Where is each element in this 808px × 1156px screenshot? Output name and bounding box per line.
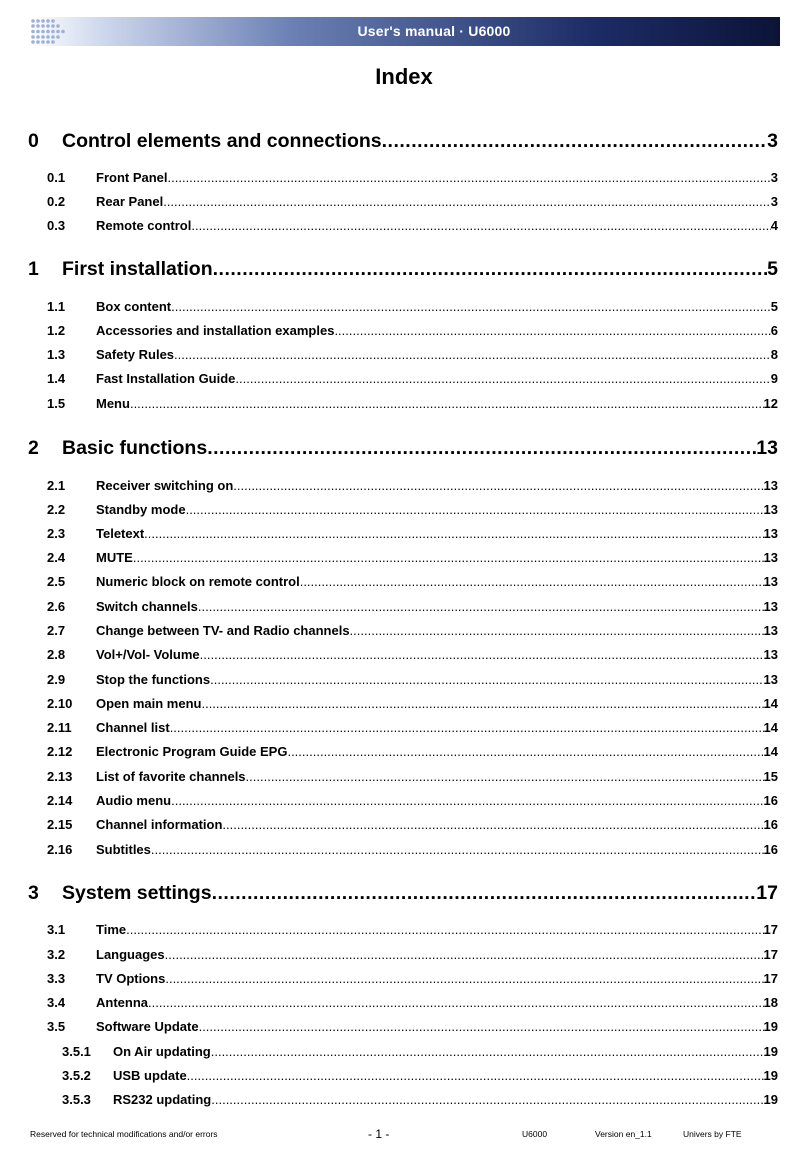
toc-entry-number: 2.7 [47,623,66,638]
toc-entry-title: Vol+/Vol- Volume [96,647,200,662]
toc-section-entry[interactable] [28,947,778,962]
toc-entry-title: Time [96,922,127,937]
toc-entry-number: 2.2 [47,502,66,517]
toc-section-entry[interactable] [28,299,778,314]
toc-entry-page: 14 [763,696,778,711]
toc-dot-leader [210,672,763,687]
footer-brand: Univers by FTE [683,1129,742,1139]
page-footer [28,1127,780,1143]
toc-dot-leader [174,347,771,362]
toc-entry-title: TV Options [96,971,166,986]
toc-section-entry[interactable] [28,550,778,565]
toc-entry-title: RS232 updating [113,1092,212,1107]
toc-entry-title: Software Update [96,1019,199,1034]
toc-entry-number: 2.10 [47,696,73,711]
footer-disclaimer: Reserved for technical modifications and/or errors [30,1129,218,1139]
toc-entry-number: 2.13 [47,769,73,784]
toc-entry-number: 2.15 [47,817,73,832]
toc-entry-title: Teletext [96,526,145,541]
toc-entry-page: 13 [763,574,778,589]
toc-entry-number: 2.12 [47,744,73,759]
toc-entry-title: Channel information [96,817,223,832]
toc-dot-leader [187,1068,764,1083]
toc-entry-page: 3 [770,194,778,209]
toc-dot-leader [170,720,764,735]
toc-entry-title: Subtitles [96,842,151,857]
toc-entry-title: Menu [96,396,130,411]
toc-dot-leader [211,1044,764,1059]
toc-section-entry[interactable] [28,396,778,411]
toc-dot-leader [144,526,763,541]
toc-entry-page: 19 [763,1068,778,1083]
toc-entry-title: Switch channels [96,599,198,614]
footer-model: U6000 [522,1129,548,1139]
toc-entry-page: 17 [763,971,778,986]
toc-section-entry[interactable] [28,347,778,362]
toc-section-entry[interactable] [28,1019,778,1034]
toc-entry-page: 13 [763,550,778,565]
toc-subsection-entry[interactable] [28,1092,778,1107]
toc-entry-number: 2.4 [47,550,66,565]
toc-entry-page: 16 [763,817,778,832]
toc-dot-leader [382,130,768,153]
toc-dot-leader [163,194,771,209]
toc-section-entry[interactable] [28,526,778,541]
toc-entry-page: 4 [770,218,778,233]
toc-entry-title: System settings [62,882,212,904]
toc-entry-number: 3.5.3 [62,1092,91,1107]
toc-entry-title: Languages [96,947,165,962]
toc-entry-number: 1.4 [47,371,66,386]
toc-entry-page: 15 [763,769,778,784]
toc-dot-leader [130,396,764,411]
toc-entry-page: 13 [763,647,778,662]
toc-dot-leader [207,437,756,460]
toc-entry-page: 5 [767,258,778,280]
toc-entry-number: 3.5.2 [62,1068,91,1083]
toc-entry-title: USB update [113,1068,187,1083]
toc-dot-leader [212,882,757,905]
toc-entry-title: First installation [62,258,213,280]
toc-entry-title: Numeric block on remote control [96,574,300,589]
toc-section-entry[interactable] [28,194,778,209]
toc-section-entry[interactable] [28,744,778,759]
toc-entry-title: Basic functions [62,437,208,459]
toc-entry-title: Channel list [96,720,170,735]
toc-entry-page: 13 [756,437,778,459]
toc-entry-page: 3 [770,170,778,185]
toc-dot-leader [246,769,764,784]
toc-entry-title: Safety Rules [96,347,175,362]
toc-subsection-entry[interactable] [28,1068,778,1083]
toc-entry-title: Standby mode [96,502,186,517]
toc-entry-page: 9 [770,371,778,386]
toc-entry-page: 17 [763,922,778,937]
toc-entry-title: Remote control [96,218,192,233]
toc-entry-number: 1.1 [47,299,66,314]
toc-dot-leader [233,478,763,493]
toc-entry-title: Audio menu [96,793,172,808]
toc-entry-title: Front Panel [96,170,168,185]
toc-entry-number: 2 [28,437,39,459]
toc-dot-leader [300,574,764,589]
toc-dot-leader [222,817,763,832]
toc-entry-number: 2.9 [47,672,66,687]
toc-section-entry[interactable] [28,971,778,986]
toc-entry-number: 3.5 [47,1019,66,1034]
toc-entry-page: 16 [763,842,778,857]
toc-entry-title: On Air updating [113,1044,211,1059]
toc-section-entry[interactable] [28,922,778,937]
toc-entry-number: 3.1 [47,922,66,937]
toc-entry-number: 3.2 [47,947,66,962]
page-title: Index [375,64,433,89]
toc-entry-number: 2.6 [47,599,66,614]
toc-dot-leader [171,793,763,808]
toc-entry-number: 1.5 [47,396,66,411]
toc-entry-title: Control elements and connections [62,130,382,152]
toc-section-entry[interactable] [28,323,778,338]
toc-dot-leader [171,299,771,314]
toc-entry-number: 2.8 [47,647,66,662]
toc-entry-number: 2.1 [47,478,66,493]
toc-entry-number: 2.14 [47,793,73,808]
toc-chapter-entry[interactable] [28,258,778,281]
toc-dot-leader [198,599,764,614]
toc-entry-page: 13 [763,526,778,541]
toc-dot-leader [165,947,764,962]
toc-entry-page: 16 [763,793,778,808]
toc-section-entry[interactable] [28,672,778,687]
toc-entry-page: 19 [763,1092,778,1107]
toc-section-entry[interactable] [28,599,778,614]
toc-dot-leader [350,623,764,638]
toc-entry-page: 3 [767,130,778,152]
toc-dot-leader [200,647,764,662]
toc-entry-number: 1.3 [47,347,66,362]
toc-entry-number: 1 [28,258,39,280]
toc-section-entry[interactable] [28,793,778,808]
toc-entry-title: Fast Installation Guide [96,371,236,386]
toc-section-entry[interactable] [28,478,778,493]
toc-entry-page: 14 [763,720,778,735]
toc-dot-leader [235,371,770,386]
toc-entry-page: 12 [763,396,778,411]
toc-section-entry[interactable] [28,574,778,589]
toc-chapter-entry[interactable] [28,437,778,460]
toc-entry-title: MUTE [96,550,133,565]
toc-dot-leader [151,842,764,857]
toc-dot-leader [199,1019,764,1034]
toc-entry-page: 17 [763,947,778,962]
toc-entry-page: 19 [763,1019,778,1034]
toc-subsection-entry[interactable] [28,1044,778,1059]
toc-entry-number: 2.16 [47,842,73,857]
toc-chapter-entry[interactable] [28,130,778,153]
footer-version: Version en_1.1 [595,1129,652,1139]
toc-section-entry[interactable] [28,696,778,711]
toc-entry-number: 3 [28,882,39,904]
toc-entry-title: Open main menu [96,696,202,711]
toc-entry-number: 3.5.1 [62,1044,91,1059]
toc-dot-leader [148,995,764,1010]
toc-dot-leader [213,258,768,281]
toc-section-entry[interactable] [28,218,778,233]
footer-page-number: - 1 - [368,1127,390,1141]
toc-entry-title: Antenna [96,995,148,1010]
toc-entry-title: Electronic Program Guide EPG [96,744,288,759]
toc-entry-page: 13 [763,623,778,638]
toc-entry-page: 13 [763,478,778,493]
toc-section-entry[interactable] [28,623,778,638]
toc-section-entry[interactable] [28,371,778,386]
toc-section-entry[interactable] [28,720,778,735]
toc-entry-title: Receiver switching on [96,478,234,493]
toc-entry-page: 8 [770,347,778,362]
toc-entry-title: Accessories and installation examples [96,323,335,338]
toc-entry-number: 0 [28,130,39,152]
toc-entry-number: 0.1 [47,170,66,185]
toc-entry-page: 5 [770,299,778,314]
toc-section-entry[interactable] [28,842,778,857]
toc-entry-number: 0.2 [47,194,66,209]
toc-entry-page: 18 [763,995,778,1010]
toc-entry-page: 17 [756,882,778,904]
toc-section-entry[interactable] [28,170,778,185]
toc-entry-number: 0.3 [47,218,66,233]
toc-section-entry[interactable] [28,817,778,832]
table-of-contents [28,0,780,1156]
toc-entry-title: Box content [96,299,172,314]
toc-dot-leader [133,550,764,565]
toc-entry-page: 13 [763,502,778,517]
toc-dot-leader [191,218,770,233]
toc-dot-leader [165,971,763,986]
toc-entry-page: 19 [763,1044,778,1059]
toc-entry-title: Stop the functions [96,672,211,687]
toc-entry-page: 6 [770,323,778,338]
toc-entry-number: 3.3 [47,971,66,986]
toc-dot-leader [211,1092,763,1107]
header-title: User's manual · U6000 [357,23,511,39]
toc-entry-number: 2.5 [47,574,66,589]
toc-entry-number: 1.2 [47,323,66,338]
toc-entry-page: 13 [763,672,778,687]
toc-entry-number: 2.3 [47,526,66,541]
toc-entry-number: 2.11 [47,720,72,735]
toc-section-entry[interactable] [28,647,778,662]
toc-entry-title: Rear Panel [96,194,164,209]
toc-section-entry[interactable] [28,502,778,517]
toc-entry-number: 3.4 [47,995,66,1010]
toc-chapter-entry[interactable] [28,882,778,905]
toc-dot-leader [186,502,764,517]
toc-entry-title: List of favorite channels [96,769,246,784]
toc-entry-page: 13 [763,599,778,614]
toc-dot-leader [126,922,763,937]
toc-section-entry[interactable] [28,769,778,784]
toc-dot-leader [334,323,770,338]
toc-entry-page: 14 [763,744,778,759]
toc-dot-leader [287,744,763,759]
toc-dot-leader [201,696,763,711]
toc-entry-title: Change between TV- and Radio channels [96,623,350,638]
toc-section-entry[interactable] [28,995,778,1010]
toc-dot-leader [168,170,771,185]
